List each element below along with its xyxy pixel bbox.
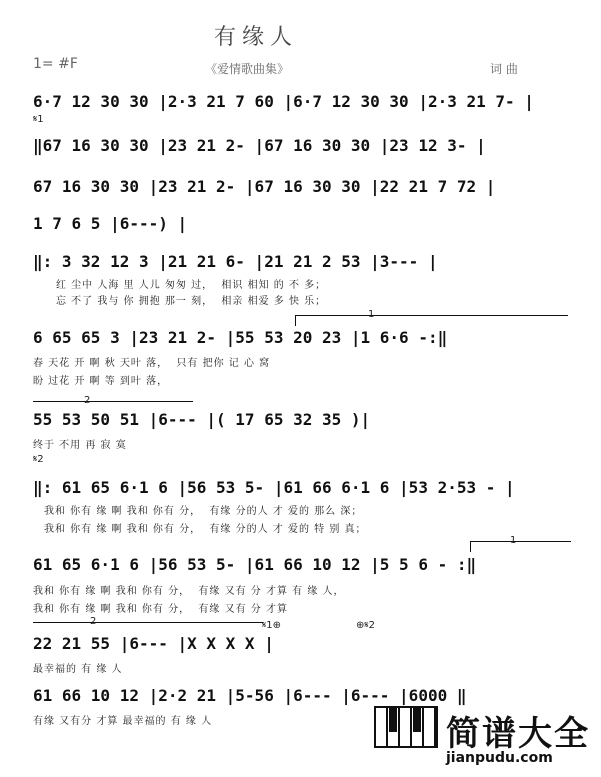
notation-line-2: ‖67 16 30 30 |23 21 2- |67 16 30 30 |23 12 3- | (33, 136, 486, 155)
lyric-line-2a: 春 天花 开 啊 秋 天叶 落， 只有 把你 记 心 窝 (33, 358, 271, 369)
volta-1-label-2: 1 (510, 535, 517, 546)
volta-2-bracket-2 (33, 622, 263, 633)
coda-2-mark: ⊕𝄋2 (356, 620, 376, 631)
notation-line-11: 61 66 10 12 |2·2 21 |5-56 |6--- |6--- |6000 ‖ (33, 686, 467, 705)
lyric-line-1b: 忘 不了 我与 你 拥抱 那一 刻， 相亲 相爱 多 快 乐； (56, 296, 327, 307)
subtitle: 《爱情歌曲集》 (205, 62, 290, 76)
notation-line-3: 67 16 30 30 |23 21 2- |67 16 30 30 |22 21 7 72 | (33, 177, 496, 196)
lyric-line-7: 有缘 又有分 才算 最幸福的 有 缘 人 (33, 716, 213, 727)
notation-line-7: 55 53 50 51 |6--- |( 17 65 32 35 )| (33, 410, 371, 429)
lyric-line-4b: 我和 你有 缘 啊 我和 你有 分， 有缘 分的人 才 爱的 特 别 真； (44, 524, 367, 535)
notation-line-9: 61 65 6·1 6 |56 53 5- |61 66 10 12 |5 5 6 - :‖ (33, 555, 477, 574)
site-logo (374, 706, 594, 770)
brand-name: 简谱大全 (446, 714, 590, 754)
notation-line-5: ‖: 3 32 12 3 |21 21 6- |21 21 2 53 |3--- | (33, 252, 438, 271)
brand-url: jianpudu.com (446, 750, 553, 766)
notation-line-10: 22 21 55 |6--- |X X X X | (33, 634, 274, 653)
coda-1-mark: 𝄋1⊕ (262, 620, 282, 631)
lyric-line-4a: 我和 你有 缘 啊 我和 你有 分， 有缘 分的人 才 爱的 那么 深； (44, 506, 363, 517)
lyric-line-1a: 红 尘中 人海 里 人儿 匆匆 过， 相识 相知 的 不 多； (56, 280, 327, 291)
credit: 词 曲 (490, 62, 518, 76)
segno-2-mark: 𝄋2 (33, 454, 44, 465)
notation-line-6: 6 65 65 3 |23 21 2- |55 53 20 23 |1 6·6 -:‖ (33, 328, 448, 347)
lyric-line-5a: 我和 你有 缘 啊 我和 你有 分， 有缘 又有 分 才算 有 缘 人， (33, 586, 345, 597)
lyric-line-5b: 我和 你有 缘 啊 我和 你有 分， 有缘 又有 分 才算 (33, 604, 288, 615)
notation-line-4: 1 7 6 5 |6---) | (33, 214, 188, 233)
key-signature: 1= #F (33, 56, 78, 72)
volta-2-label-2: 2 (90, 616, 97, 627)
segno-1-mark: 𝄋1 (33, 114, 44, 125)
lyric-line-6: 最幸福的 有 缘 人 (33, 664, 123, 675)
volta-1-label: 1 (368, 309, 375, 320)
volta-1-bracket (295, 315, 568, 326)
song-title: 有缘人 (214, 25, 299, 50)
volta-2-label: 2 (84, 395, 91, 406)
lyric-line-3: 终于 不用 再 寂 寞 (33, 440, 127, 451)
piano-icon (374, 706, 438, 748)
volta-1-bracket-2 (470, 541, 571, 552)
lyric-line-2b: 盼 过花 开 啊 等 到叶 落， (33, 376, 169, 387)
notation-line-1: 6·7 12 30 30 |2·3 21 7 60 |6·7 12 30 30 |2·3 21 7- | (33, 92, 534, 111)
notation-line-8: ‖: 61 65 6·1 6 |56 53 5- |61 66 6·1 6 |53 2·53 - | (33, 478, 515, 497)
